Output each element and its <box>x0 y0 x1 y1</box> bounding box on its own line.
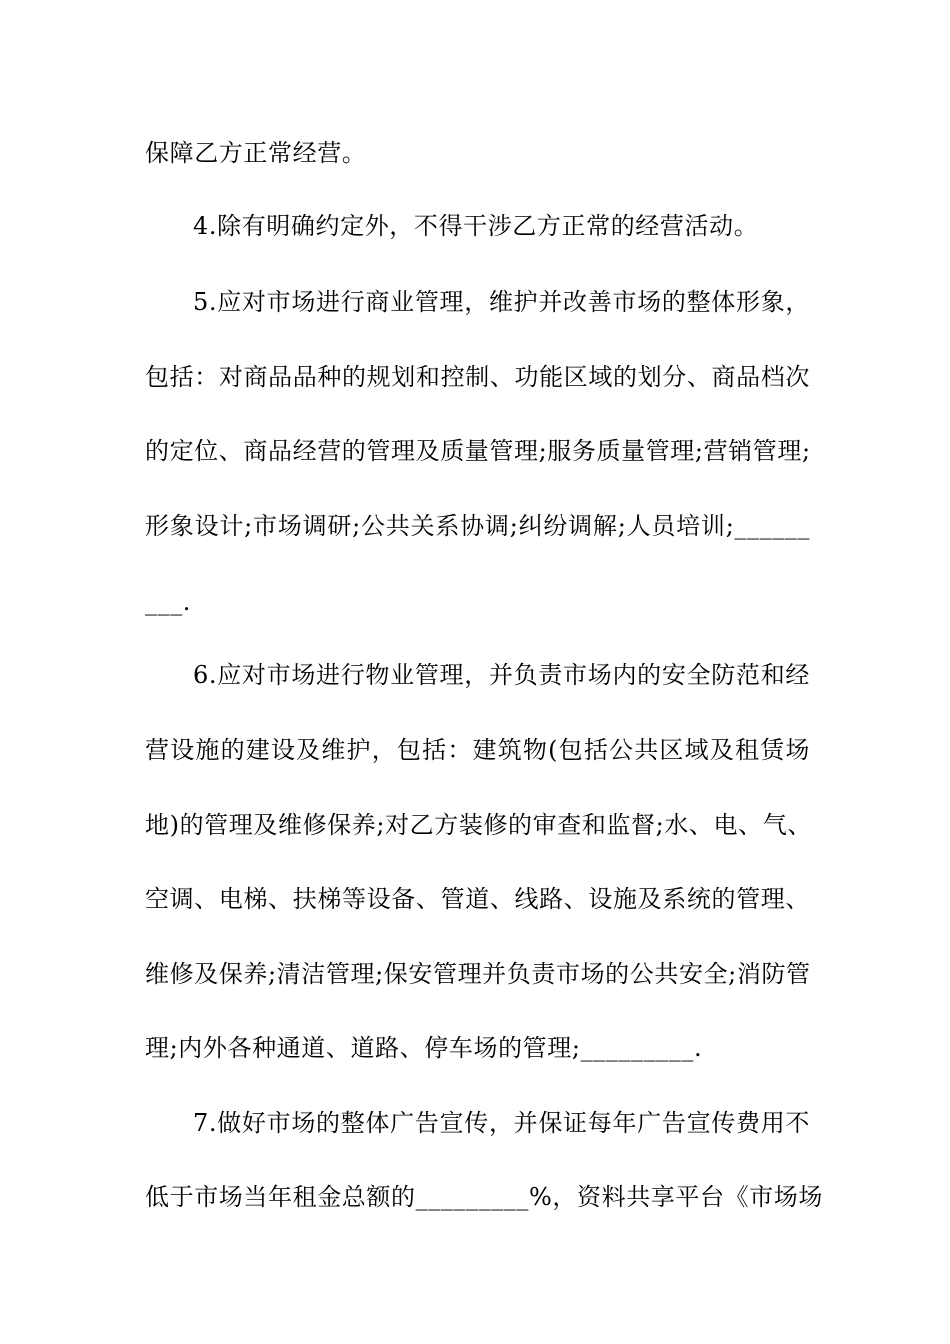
clause-6-line-1: 6.应对市场进行物业管理，并负责市场内的安全防范和经 <box>193 661 810 689</box>
clause-5-line-1: 5.应对市场进行商业管理，维护并改善市场的整体形象， <box>193 288 810 316</box>
clause-5-line-2: 包括：对商品品种的规划和控制、功能区域的划分、商品档次 <box>145 363 810 391</box>
clause-5-line-4: 形象设计;市场调研;公共关系协调;纠纷调解;人员培训;______ <box>145 512 810 540</box>
clause-7-line-1: 7.做好市场的整体广告宣传，并保证每年广告宣传费用不 <box>193 1109 810 1137</box>
clause-6-line-6: 理;内外各种通道、道路、停车场的管理;_________. <box>145 1034 703 1062</box>
paragraph-3-end-line: 保障乙方正常经营。 <box>145 139 367 167</box>
clause-5-line-5: ___. <box>145 588 192 616</box>
clause-6-line-2: 营设施的建设及维护，包括：建筑物(包括公共区域及租赁场 <box>145 736 810 764</box>
clause-4-line: 4.除有明确约定外，不得干涉乙方正常的经营活动。 <box>193 212 759 240</box>
clause-5-line-3: 的定位、商品经营的管理及质量管理;服务质量管理;营销管理; <box>145 437 811 465</box>
clause-6-line-5: 维修及保养;清洁管理;保安管理并负责市场的公共安全;消防管 <box>145 960 811 988</box>
clause-7-line-2: 低于市场当年租金总额的_________%，资料共享平台《市场场 <box>145 1183 824 1211</box>
clause-6-line-4: 空调、电梯、扶梯等设备、管道、线路、设施及系统的管理、 <box>145 885 810 913</box>
clause-6-line-3: 地)的管理及维修保养;对乙方装修的审查和监督;水、电、气、 <box>145 811 812 839</box>
